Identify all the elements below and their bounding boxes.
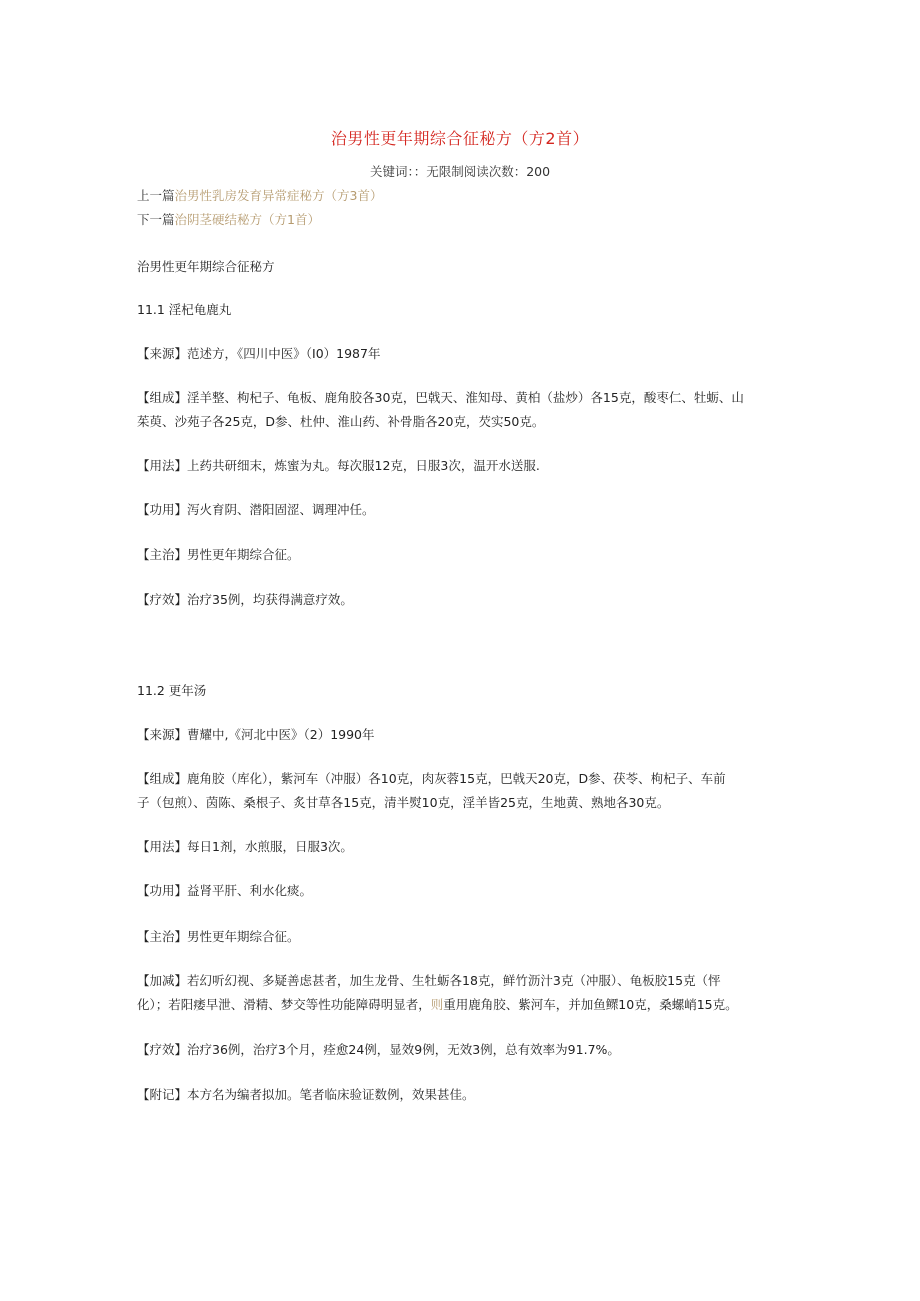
usage-tag: 【用法】 <box>137 458 188 473</box>
section2-note <box>137 1083 797 1107</box>
effect-tag: 【功用】 <box>137 502 188 517</box>
note-tag: 【附记】 <box>137 1087 188 1102</box>
prev-article-nav <box>137 186 382 204</box>
section1-effect <box>137 498 797 522</box>
result-tag: 【疗效】 <box>137 1042 188 1057</box>
result-text: 治疗35例，均获得满意疗效。 <box>187 592 353 607</box>
next-article-prefix: 下一篇 <box>137 212 175 227</box>
indication-tag: 【主治】 <box>137 929 188 944</box>
composition-tag: 【组成】 <box>137 390 188 405</box>
result-text: 治疗36例，治疗3个月，痊愈24例，显效9例，无效3例，总有效率为91.7%。 <box>187 1042 620 1057</box>
section2-heading: 11.2 更年汤 <box>137 683 207 698</box>
page-title: 治男性更年期综合征秘方（方2首） <box>330 129 590 148</box>
section1-heading: 11.1 淫杞龟鹿丸 <box>137 302 232 317</box>
effect-text: 益肾平肝、利水化痰。 <box>187 883 313 898</box>
composition-text: 鹿角胶（库化），紫河车（冲服）各10克，肉灰蓉15克，巴戟天20克，D参、茯苓、枸杞子、车前 <box>187 771 726 786</box>
modify-tag: 【加减】 <box>137 973 188 988</box>
section2-modify-line1 <box>137 969 797 993</box>
section2-composition-line1 <box>137 767 797 791</box>
section1-usage <box>137 454 797 478</box>
section1-composition-line2: 茱萸、沙苑子各25克，D参、杜仲、淮山药、补骨脂各20克，芡实50克。 <box>137 414 545 429</box>
usage-tag: 【用法】 <box>137 839 188 854</box>
usage-text: 每日1剂，水煎服，日服3次。 <box>187 839 353 854</box>
section2-usage <box>137 835 797 859</box>
section2-source <box>137 723 797 747</box>
note-text: 本方名为编者拟加。笔者临床验证数例，效果甚佳。 <box>187 1087 475 1102</box>
composition-tag: 【组成】 <box>137 771 188 786</box>
source-tag: 【来源】 <box>137 727 188 742</box>
modify-text-a: 化）；若阳痿早泄、滑精、梦交等性功能障碍明显者， <box>137 997 431 1012</box>
section2-modify-line2 <box>137 993 797 1017</box>
indication-text: 男性更年期综合征。 <box>187 547 300 562</box>
intro-heading: 治男性更年期综合征秘方 <box>137 259 275 274</box>
section2-indication <box>137 925 797 949</box>
result-tag: 【疗效】 <box>137 592 188 607</box>
section2-effect <box>137 879 797 903</box>
source-tag: 【来源】 <box>137 346 188 361</box>
effect-tag: 【功用】 <box>137 883 188 898</box>
section1-result <box>137 588 797 612</box>
usage-text: 上药共研细末，炼蜜为丸。每次服12克，日服3次，温开水送服. <box>187 458 540 473</box>
section1-indication <box>137 543 797 567</box>
section1-source <box>137 342 797 366</box>
indication-tag: 【主治】 <box>137 547 188 562</box>
section2-result <box>137 1038 797 1062</box>
modify-text-c: 重用鹿角胶、紫河车，并加鱼鳏10克，桑螺峭15克。 <box>443 997 738 1012</box>
prev-article-prefix: 上一篇 <box>137 188 175 203</box>
section2-composition-line2: 子（包煎）、茵陈、桑根子、炙甘草各15克，清半熨10克，淫羊皆25克，生地黄、熟地各30克。 <box>137 795 670 810</box>
indication-text: 男性更年期综合征。 <box>187 929 300 944</box>
composition-text: 淫羊整、枸杞子、龟板、鹿角胶各30克，巴戟天、淮知母、黄柏（盐炒）各15克，酸枣仁、牡蛎、山 <box>187 390 744 405</box>
article-meta: 关键词：：无限制阅读次数：200 <box>369 164 551 179</box>
effect-text: 泻火育阴、潜阳固涩、调理冲任。 <box>187 502 375 517</box>
source-text: 范述方，《四川中医》（I0）1987年 <box>187 346 381 361</box>
source-text: 曹耀中,《河北中医》（2）1990年 <box>187 727 375 742</box>
section1-composition-line1 <box>137 386 797 410</box>
modify-text-highlight: 则 <box>430 997 444 1012</box>
next-article-link[interactable]: 治阴茎硬结秘方（方1首） <box>174 212 320 227</box>
next-article-nav <box>137 210 320 228</box>
modify-text: 若幻听幻视、多疑善虑甚者，加生龙骨、生牡蛎各18克，鲜竹沥汁3克（冲服）、龟板胶15克（怦 <box>187 973 721 988</box>
prev-article-link[interactable]: 治男性乳房发育异常症秘方（方3首） <box>174 188 383 203</box>
